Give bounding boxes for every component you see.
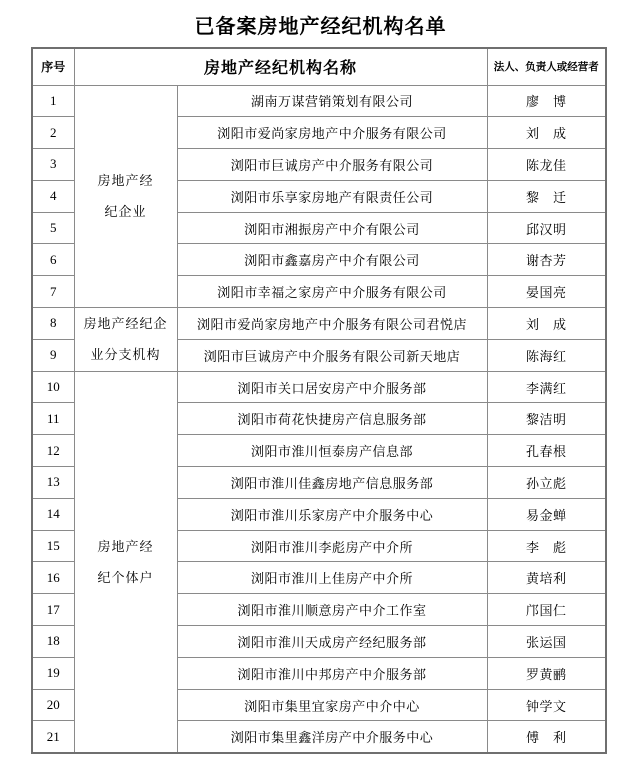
person-name: 易金蝉 <box>487 498 606 530</box>
org-name: 浏阳市淮川天成房产经纪服务部 <box>177 626 487 658</box>
records-table <box>31 47 607 754</box>
header-index: 序号 <box>32 48 74 85</box>
person-name: 钟学文 <box>487 689 606 721</box>
person-name: 黎 迁 <box>487 180 606 212</box>
org-name: 浏阳市淮川上佳房产中介所 <box>177 562 487 594</box>
table-header <box>32 48 606 85</box>
person-name: 张运国 <box>487 626 606 658</box>
org-name: 湖南万谋营销策划有限公司 <box>177 85 487 117</box>
row-index: 20 <box>32 689 74 721</box>
person-name: 陈龙佳 <box>487 149 606 181</box>
org-name: 浏阳市集里鑫洋房产中介服务中心 <box>177 721 487 753</box>
person-name: 邝国仁 <box>487 594 606 626</box>
row-index: 8 <box>32 308 74 340</box>
table-body <box>32 85 606 753</box>
header-person: 法人、负责人或经营者 <box>487 48 606 85</box>
category-cell: 房地产经纪企 业分支机构 <box>74 308 177 372</box>
org-name: 浏阳市淮川顺意房产中介工作室 <box>177 594 487 626</box>
person-name: 罗黄鹂 <box>487 657 606 689</box>
person-name: 孙立彪 <box>487 467 606 499</box>
org-name: 浏阳市淮川乐家房产中介服务中心 <box>177 498 487 530</box>
org-name: 浏阳市鑫嘉房产中介有限公司 <box>177 244 487 276</box>
row-index: 9 <box>32 339 74 371</box>
person-name: 晏国亮 <box>487 276 606 308</box>
org-name: 浏阳市乐享家房地产有限责任公司 <box>177 180 487 212</box>
row-index: 17 <box>32 594 74 626</box>
table-row <box>32 85 606 117</box>
row-index: 12 <box>32 435 74 467</box>
org-name: 浏阳市淮川佳鑫房地产信息服务部 <box>177 467 487 499</box>
person-name: 邱汉明 <box>487 212 606 244</box>
table-row <box>32 371 606 403</box>
org-name: 浏阳市关口居安房产中介服务部 <box>177 371 487 403</box>
row-index: 7 <box>32 276 74 308</box>
org-name: 浏阳市巨诚房产中介服务有限公司新天地店 <box>177 339 487 371</box>
org-name: 浏阳市淮川李彪房产中介所 <box>177 530 487 562</box>
person-name: 刘 成 <box>487 308 606 340</box>
person-name: 李满红 <box>487 371 606 403</box>
row-index: 21 <box>32 721 74 753</box>
row-index: 2 <box>32 117 74 149</box>
person-name: 陈海红 <box>487 339 606 371</box>
row-index: 4 <box>32 180 74 212</box>
row-index: 14 <box>32 498 74 530</box>
person-name: 李 彪 <box>487 530 606 562</box>
row-index: 11 <box>32 403 74 435</box>
page-title: 已备案房地产经纪机构名单 <box>194 16 447 38</box>
person-name: 刘 成 <box>487 117 606 149</box>
org-name: 浏阳市幸福之家房产中介服务有限公司 <box>177 276 487 308</box>
header-row <box>32 48 606 85</box>
org-name: 浏阳市荷花快捷房产信息服务部 <box>177 403 487 435</box>
row-index: 15 <box>32 530 74 562</box>
category-cell: 房地产经 纪企业 <box>74 85 177 308</box>
row-index: 5 <box>32 212 74 244</box>
org-name: 浏阳市爱尚家房地产中介服务有限公司 <box>177 117 487 149</box>
person-name: 廖 博 <box>487 85 606 117</box>
org-name: 浏阳市淮川恒泰房产信息部 <box>177 435 487 467</box>
row-index: 18 <box>32 626 74 658</box>
person-name: 傅 利 <box>487 721 606 753</box>
person-name: 孔春根 <box>487 435 606 467</box>
org-name: 浏阳市淮川中邦房产中介服务部 <box>177 657 487 689</box>
org-name: 浏阳市巨诚房产中介服务有限公司 <box>177 149 487 181</box>
person-name: 黄培利 <box>487 562 606 594</box>
org-name: 浏阳市湘振房产中介有限公司 <box>177 212 487 244</box>
row-index: 19 <box>32 657 74 689</box>
person-name: 谢杏芳 <box>487 244 606 276</box>
row-index: 16 <box>32 562 74 594</box>
person-name: 黎洁明 <box>487 403 606 435</box>
header-org-name: 房地产经纪机构名称 <box>74 48 487 85</box>
table-row <box>32 308 606 340</box>
row-index: 1 <box>32 85 74 117</box>
row-index: 13 <box>32 467 74 499</box>
row-index: 10 <box>32 371 74 403</box>
row-index: 6 <box>32 244 74 276</box>
org-name: 浏阳市集里宜家房产中介中心 <box>177 689 487 721</box>
org-name: 浏阳市爱尚家房地产中介服务有限公司君悦店 <box>177 308 487 340</box>
row-index: 3 <box>32 149 74 181</box>
category-cell: 房地产经 纪个体户 <box>74 371 177 753</box>
